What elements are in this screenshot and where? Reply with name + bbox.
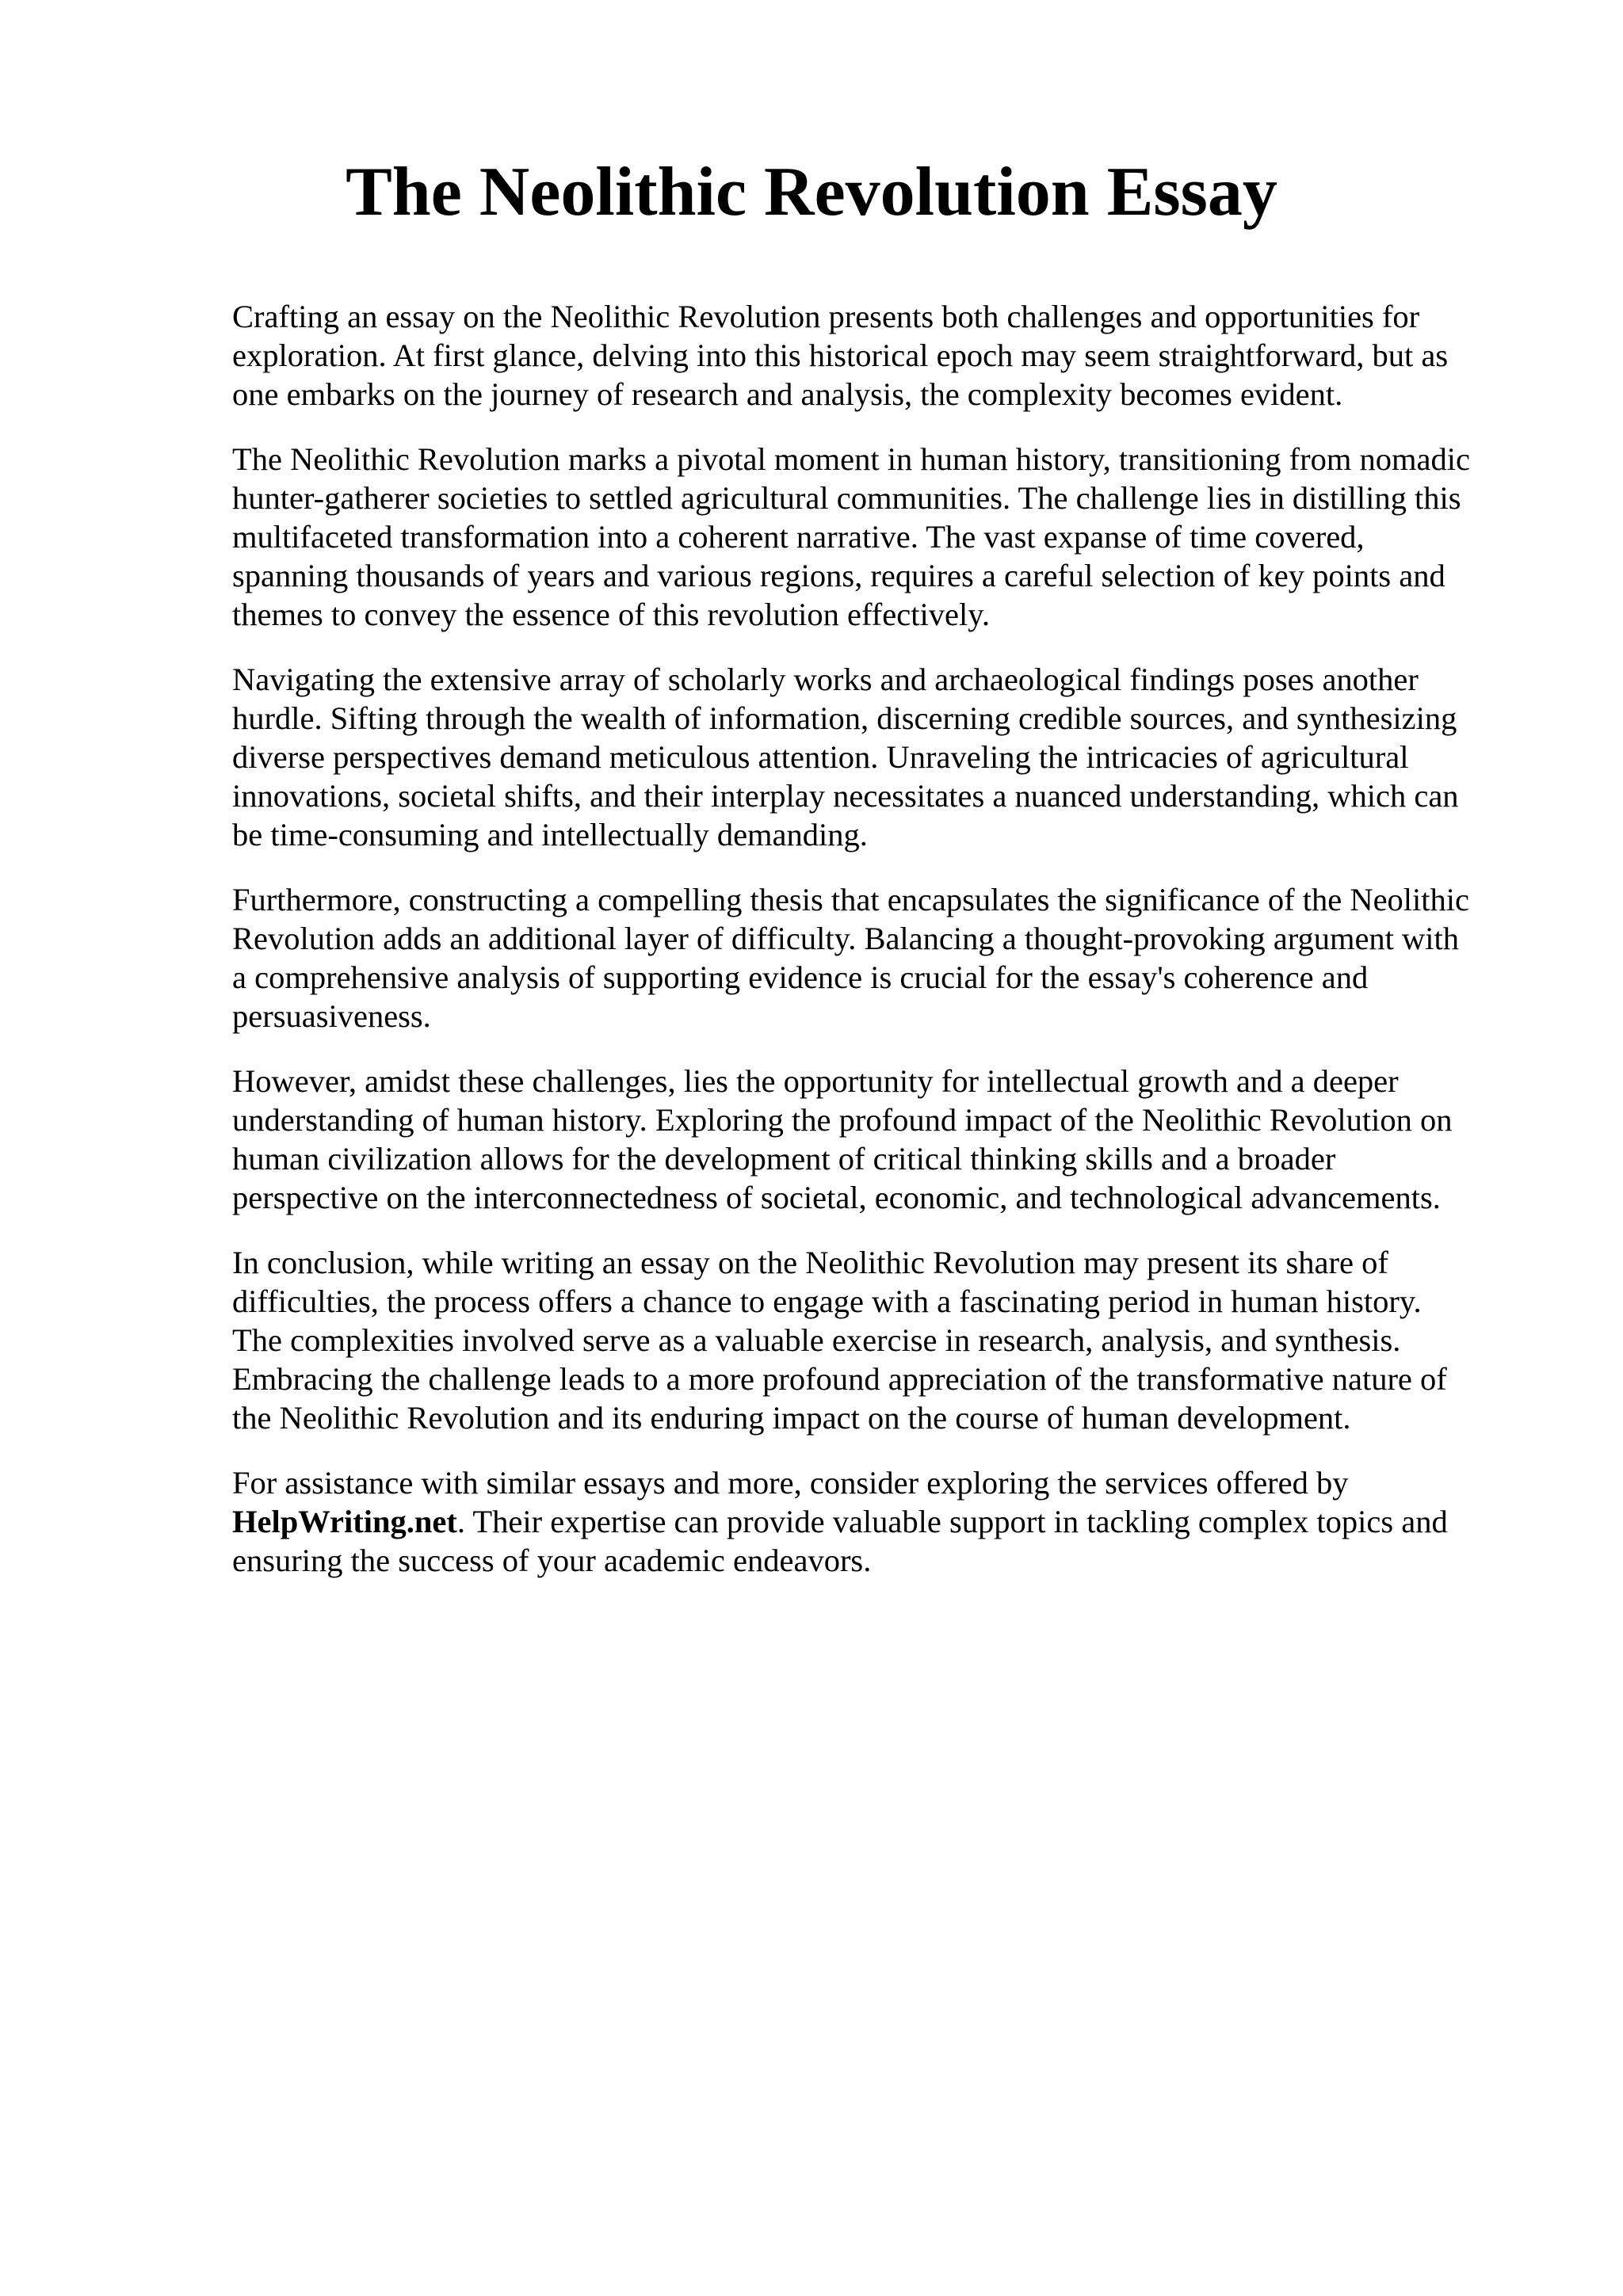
paragraph-1 bbox=[232, 297, 1516, 414]
text-line: multifaceted transformation into a coherent narrative. The vast expanse of time covered, bbox=[232, 519, 1365, 555]
text-line: exploration. At first glance, delving into this historical epoch may seem straightforward, but as bbox=[232, 338, 1449, 373]
document-title: The Neolithic Revolution Essay bbox=[346, 154, 1277, 231]
brand-name: HelpWriting.net bbox=[232, 1504, 457, 1539]
text-line: innovations, societal shifts, and their interplay necessitates a nuanced understanding, which can bbox=[232, 778, 1459, 814]
text-line: Furthermore, constructing a compelling thesis that encapsulates the significance of the Neolithic bbox=[232, 882, 1470, 917]
text-line: hurdle. Sifting through the wealth of information, discerning credible sources, and synthesizing bbox=[232, 700, 1457, 736]
paragraph-5 bbox=[232, 1062, 1516, 1217]
paragraph-3 bbox=[232, 660, 1516, 854]
essay-body bbox=[232, 297, 1516, 1606]
text-fragment: . Their expertise can provide valuable support in tackling complex topics and bbox=[456, 1504, 1448, 1539]
text-line: hunter-gatherer societies to settled agricultural communities. The challenge lies in distilling this bbox=[232, 480, 1461, 516]
text-line: understanding of human history. Exploring the profound impact of the Neolithic Revolution on bbox=[232, 1102, 1453, 1138]
text-line: one embarks on the journey of research and analysis, the complexity becomes evident. bbox=[232, 376, 1343, 412]
text-line: spanning thousands of years and various regions, requires a careful selection of key points and bbox=[232, 558, 1445, 593]
text-line: For assistance with similar essays and more, consider exploring the services offered by bbox=[232, 1465, 1349, 1501]
text-line: The complexities involved serve as a valuable exercise in research, analysis, and synthesis. bbox=[232, 1322, 1401, 1358]
paragraph-6 bbox=[232, 1243, 1516, 1437]
text-line: perspective on the interconnectedness of societal, economic, and technological advancements. bbox=[232, 1180, 1441, 1215]
text-line: Navigating the extensive array of scholarly works and archaeological findings poses another bbox=[232, 662, 1419, 697]
text-line: However, amidst these challenges, lies the opportunity for intellectual growth and a deeper bbox=[232, 1063, 1399, 1099]
text-line: the Neolithic Revolution and its enduring impact on the course of human development. bbox=[232, 1400, 1351, 1436]
text-line bbox=[232, 1502, 1516, 1541]
text-line: be time-consuming and intellectually demanding. bbox=[232, 817, 868, 852]
text-line: ensuring the success of your academic endeavors. bbox=[232, 1543, 872, 1578]
text-line: a comprehensive analysis of supporting evidence is crucial for the essay's coherence and bbox=[232, 959, 1369, 995]
closing-paragraph bbox=[232, 1463, 1516, 1580]
paragraph-4 bbox=[232, 880, 1516, 1035]
text-line: persuasiveness. bbox=[232, 998, 431, 1034]
text-line: In conclusion, while writing an essay on the Neolithic Revolution may present its share of bbox=[232, 1245, 1388, 1280]
paragraph-2 bbox=[232, 440, 1516, 634]
text-line: diverse perspectives demand meticulous attention. Unraveling the intricacies of agricultural bbox=[232, 739, 1409, 775]
text-line: difficulties, the process offers a chance to engage with a fascinating period in human history. bbox=[232, 1283, 1422, 1319]
text-line: Crafting an essay on the Neolithic Revolution presents both challenges and opportunities for bbox=[232, 299, 1420, 334]
text-line: themes to convey the essence of this revolution effectively. bbox=[232, 597, 990, 632]
text-line: human civilization allows for the development of critical thinking skills and a broader bbox=[232, 1141, 1336, 1177]
text-line: Embracing the challenge leads to a more profound appreciation of the transformative nature of bbox=[232, 1361, 1447, 1397]
text-line: The Neolithic Revolution marks a pivotal moment in human history, transitioning from nomadic bbox=[232, 441, 1470, 477]
text-line: Revolution adds an additional layer of difficulty. Balancing a thought-provoking argument with bbox=[232, 921, 1460, 956]
